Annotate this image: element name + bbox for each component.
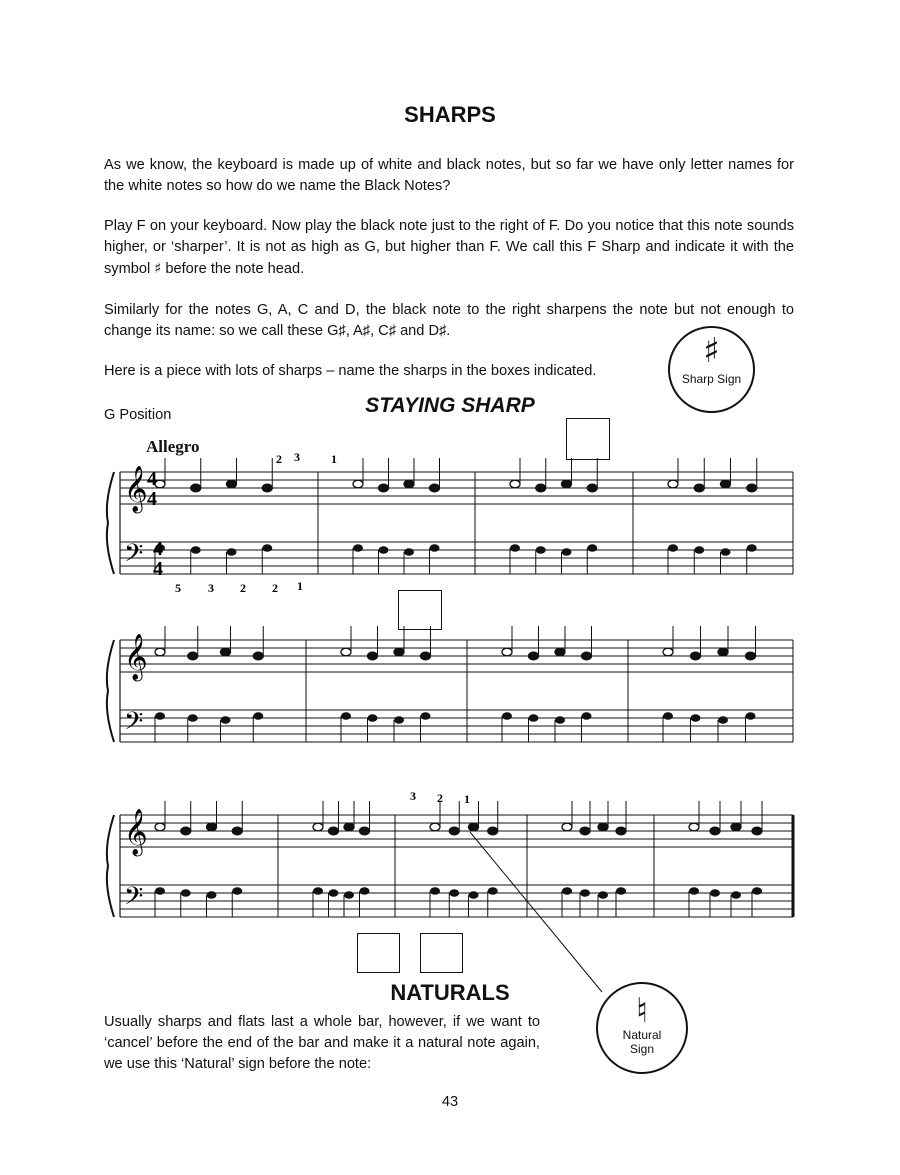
note-treble-2-0-3 (232, 827, 242, 835)
note-treble-1-1-3 (421, 652, 431, 660)
note-bass-1-3-2 (718, 716, 728, 724)
similar-notes-paragraph: Similarly for the notes G, A, C and D, the black note to the right sharpens the note but not enough to change its name: so we call these G♯, A♯, C♯ and D♯. (104, 302, 794, 339)
note-bass-1-2-2 (555, 716, 565, 724)
note-treble-1-2-2 (555, 648, 565, 656)
natural-sign-icon: ♮ (635, 991, 649, 1031)
note-bass-0-0-3 (262, 544, 272, 552)
note-treble-0-1-2 (404, 480, 414, 488)
note-treble-0-3-1 (694, 484, 704, 492)
note-bass-0-1-1 (379, 546, 389, 554)
bass-clef-icon-1: 𝄢 (124, 708, 144, 741)
note-bass-2-0-3 (232, 887, 242, 895)
note-bass-1-0-1 (188, 714, 198, 722)
note-treble-2-0-0 (155, 823, 165, 831)
note-treble-0-3-2 (721, 480, 731, 488)
note-bass-0-2-3 (587, 544, 597, 552)
note-treble-2-4-1 (710, 827, 720, 835)
note-treble-1-1-1 (368, 652, 378, 660)
note-treble-1-0-3 (253, 652, 263, 660)
note-treble-1-0-0 (155, 648, 165, 656)
fingering-lh-1: 5 (175, 581, 181, 595)
note-treble-1-3-1 (691, 652, 701, 660)
note-bass-0-3-0 (668, 544, 678, 552)
note-bass-1-1-0 (341, 712, 351, 720)
fingering-rh-2: 3 (294, 450, 300, 464)
note-bass-2-1-0 (313, 887, 323, 895)
note-treble-2-2-3 (488, 827, 498, 835)
note-bass-2-0-1 (181, 889, 191, 897)
note-bass-0-3-3 (747, 544, 757, 552)
note-bass-2-1-1 (329, 889, 339, 897)
bass-clef-icon-0: 𝄢 (124, 540, 144, 573)
note-bass-0-1-2 (404, 548, 414, 556)
note-bass-2-1-2 (344, 891, 354, 899)
note-bass-1-0-0 (155, 712, 165, 720)
note-bass-1-0-2 (221, 716, 231, 724)
natural-sign-caption-1: Natural (622, 1028, 662, 1042)
note-bass-2-3-3 (616, 887, 626, 895)
treble-clef-icon-1: 𝄞 (124, 634, 148, 679)
note-treble-0-3-0 (668, 480, 678, 488)
note-bass-1-3-1 (691, 714, 701, 722)
treble-clef-icon-0: 𝄞 (124, 466, 148, 511)
para2-text-end: before the note head. (161, 261, 305, 277)
ts-top-treble: 4 (147, 468, 157, 490)
note-treble-0-0-3 (262, 484, 272, 492)
note-treble-1-2-0 (502, 648, 512, 656)
note-bass-2-4-2 (731, 891, 741, 899)
sharp-symbol-inline: ♯ (154, 260, 162, 277)
note-bass-0-0-1 (191, 546, 201, 554)
note-treble-2-4-0 (689, 823, 699, 831)
fingering-rh-3: 1 (331, 452, 337, 466)
note-treble-2-1-1 (329, 827, 339, 835)
note-treble-0-2-3 (587, 484, 597, 492)
note-bass-0-0-2 (227, 548, 237, 556)
note-treble-0-2-0 (510, 480, 520, 488)
note-bass-2-4-0 (689, 887, 699, 895)
natural-sign-circle (596, 982, 688, 1074)
note-treble-0-0-2 (227, 480, 237, 488)
note-bass-1-2-0 (502, 712, 512, 720)
note-treble-2-0-1 (181, 827, 191, 835)
note-bass-2-2-2 (469, 891, 479, 899)
note-treble-1-3-2 (718, 648, 728, 656)
note-bass-1-0-3 (253, 712, 263, 720)
fingering-l3-3: 1 (464, 792, 470, 806)
note-bass-1-1-2 (394, 716, 404, 724)
note-treble-2-4-2 (731, 823, 741, 831)
note-treble-2-1-3 (360, 827, 370, 835)
note-treble-2-2-0 (430, 823, 440, 831)
fingering-rh-1: 2 (276, 452, 282, 466)
treble-clef-icon-2: 𝄞 (124, 809, 148, 854)
note-treble-1-0-2 (221, 648, 231, 656)
fingering-lh-3: 2 (240, 581, 246, 595)
ts-bottom-bass: 4 (153, 558, 163, 580)
brace-1 (107, 640, 114, 742)
note-treble-0-0-1 (191, 484, 201, 492)
note-bass-2-2-0 (430, 887, 440, 895)
brace-0 (107, 472, 114, 574)
note-bass-2-4-3 (752, 887, 762, 895)
naturals-paragraph: Usually sharps and flats last a whole bar, however, if we want to ‘cancel’ before the end of the bar and make it a natural note again, we use this ‘Natural’ sign before the note: (104, 1014, 540, 1072)
piece-title: STAYING SHARP (365, 394, 535, 417)
hand-position-label: G Position (104, 407, 172, 423)
note-bass-0-2-0 (510, 544, 520, 552)
note-treble-1-2-3 (582, 652, 592, 660)
note-treble-2-1-2 (344, 823, 354, 831)
note-bass-2-0-2 (207, 891, 217, 899)
note-treble-2-2-2 (469, 823, 479, 831)
note-bass-2-2-1 (449, 889, 459, 897)
fingering-l3-2: 2 (437, 791, 443, 805)
note-treble-2-3-2 (598, 823, 608, 831)
note-treble-0-2-1 (536, 484, 546, 492)
note-treble-1-3-0 (663, 648, 673, 656)
note-treble-0-1-0 (353, 480, 363, 488)
note-bass-0-3-2 (721, 548, 731, 556)
instruction-paragraph: Here is a piece with lots of sharps – name the sharps in the boxes indicated. (104, 363, 597, 379)
note-bass-1-2-1 (529, 714, 539, 722)
note-treble-2-3-1 (580, 827, 590, 835)
note-treble-2-3-3 (616, 827, 626, 835)
staff-systems (107, 458, 793, 917)
fingering-lh-5: 1 (297, 579, 303, 593)
natural-sign-caption-2: Sign (629, 1042, 655, 1056)
note-bass-2-4-1 (710, 889, 720, 897)
note-bass-2-0-0 (155, 887, 165, 895)
note-treble-1-2-1 (529, 652, 539, 660)
time-signature (147, 468, 163, 580)
note-treble-2-2-1 (449, 827, 459, 835)
brace-2 (107, 815, 114, 917)
note-bass-1-1-3 (421, 712, 431, 720)
natural-pointer-line (470, 832, 602, 992)
note-bass-1-2-3 (582, 712, 592, 720)
naturals-heading: NATURALS (390, 980, 510, 1005)
note-bass-0-1-0 (353, 544, 363, 552)
note-treble-2-0-2 (207, 823, 217, 831)
note-treble-2-4-3 (752, 827, 762, 835)
note-bass-1-3-3 (746, 712, 756, 720)
fingering-lh-4: 2 (272, 581, 278, 595)
bass-clef-icon-2: 𝄢 (124, 883, 144, 916)
note-treble-0-1-1 (379, 484, 389, 492)
fingering-l3-1: 3 (410, 789, 416, 803)
note-treble-1-0-1 (188, 652, 198, 660)
note-bass-0-2-1 (536, 546, 546, 554)
note-treble-0-3-3 (747, 484, 757, 492)
note-bass-2-2-3 (488, 887, 498, 895)
note-bass-2-3-0 (562, 887, 572, 895)
note-bass-0-3-1 (694, 546, 704, 554)
page-title: SHARPS (404, 102, 496, 127)
note-treble-1-3-3 (746, 652, 756, 660)
page-number: 43 (441, 1094, 459, 1110)
ts-top-bass: 4 (153, 538, 163, 560)
note-treble-2-3-0 (562, 823, 572, 831)
tempo-marking: Allegro (146, 437, 200, 456)
note-bass-0-1-3 (430, 544, 440, 552)
note-treble-1-1-2 (394, 648, 404, 656)
note-treble-2-1-0 (313, 823, 323, 831)
fingering-line-3 (410, 789, 470, 806)
fingering-left-hand (175, 579, 303, 595)
fingering-right-hand (276, 450, 337, 466)
ts-bottom-treble: 4 (147, 488, 157, 510)
sharp-sign-icon: ♯ (703, 331, 720, 371)
fingering-lh-2: 3 (208, 581, 214, 595)
note-bass-0-2-2 (562, 548, 572, 556)
sharp-sign-caption: Sharp Sign (681, 372, 742, 386)
intro-paragraph: As we know, the keyboard is made up of white and black notes, but so far we have only letter names for the white notes so how do we name the Black Notes? (104, 157, 794, 194)
note-bass-2-1-3 (360, 887, 370, 895)
note-treble-0-2-2 (562, 480, 572, 488)
note-treble-1-1-0 (341, 648, 351, 656)
note-bass-2-3-1 (580, 889, 590, 897)
para2-text-start: Play F on your keyboard. Now play the black note just to the right of F. Do you notice that this note sounds higher, or ‘sharper’. It is not as high as G, but higher than F. We call this F Sharp and indicate it with the symbol (104, 218, 794, 277)
note-bass-1-1-1 (368, 714, 378, 722)
note-bass-1-3-0 (663, 712, 673, 720)
note-treble-0-1-3 (430, 484, 440, 492)
note-bass-2-3-2 (598, 891, 608, 899)
